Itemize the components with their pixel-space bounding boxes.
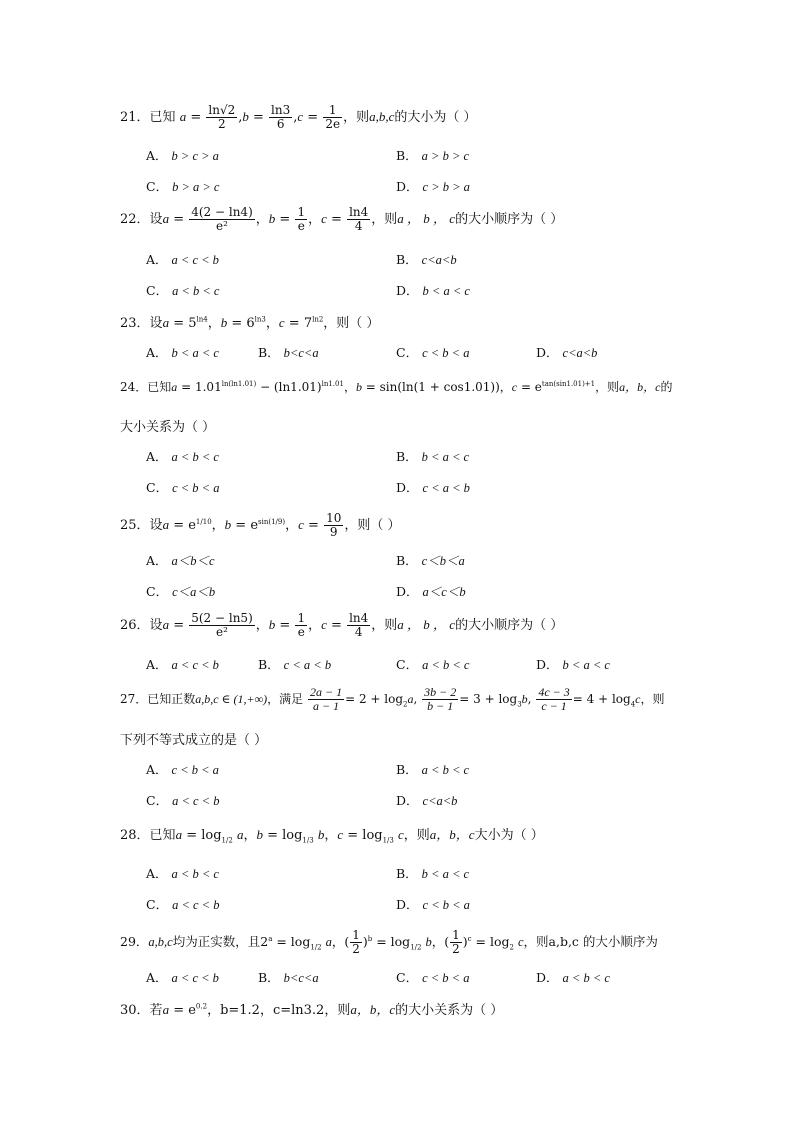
q27-option-b[interactable]: B． a < b < c [396,762,470,777]
q21-option-b[interactable]: B． a > b > c [396,148,470,163]
question-26-stem: 26．设a = $\frac{5(2 - \ln 5)}{\text{e²}}$ ，b = $\frac{1}{e}$ ，c = $\frac{\ln 4}{4}$ ，则a ， b ， c的大小顺序为（ ） [120,611,564,640]
q29-option-b[interactable]: B． b<c<a [258,970,319,985]
q21-option-d[interactable]: D． c > b > a [396,179,470,194]
q28-option-a[interactable]: A． a < b < c [146,866,219,881]
q26-option-d[interactable]: D． b < a < c [536,657,610,672]
q24-option-d[interactable]: D． c < a < b [396,480,470,495]
q25-option-c[interactable]: C． c＜a＜b [146,584,216,599]
q24-option-a[interactable]: A． a < b < c [146,449,219,464]
q22-option-a[interactable]: A． a < c < b [146,252,219,267]
q22-option-c[interactable]: C． a < b < c [146,283,220,298]
question-23-stem: 23．设$a = 5^{ln4}$，$b = 6^{ln3}$，$c = 7^{ln2}$，则（ ） [120,315,380,331]
question-22-stem: 22．设a = $\frac{4(2 - \ln 4)}{\text{e²}}$ ，b = $\frac{1}{e}$ ，c = $\frac{\ln 4}{4}$ ，则a ， b ， c的大小顺序为（ ） [120,205,564,234]
question-21-stem: 21．已知 a = $\frac{\ln√2}{2}$ ,b = $\frac{\ln 3}{6}$ ,c = $\frac{1}{2e}$ ，则a,b,c的大小为（ ） [120,103,477,132]
q21-option-c[interactable]: C． b > a > c [146,179,220,194]
question-24-stem: 24．已知$a = 1.01^{ln(ln1.01)} - (\ln 1.01)^{ln1.01}$，b = sin(ln(1 + cos1.01))，$c = e^{tan(sin1.01)+1}$，则a，b，c的 [120,380,673,394]
q22-option-d[interactable]: D． b < a < c [396,283,470,298]
q23-option-c[interactable]: C． c < b < a [396,345,470,360]
question-30-stem: 30．若$a = e^{0.2}$，b=1.2，c=ln3.2，则a，b，c的大小关系为（ ） [120,1002,504,1018]
q27-option-d[interactable]: D． c<a<b [396,793,458,808]
q26-option-c[interactable]: C． a < b < c [396,657,470,672]
q23-option-a[interactable]: A． b < a < c [146,345,219,360]
q25-option-a[interactable]: A． a＜b＜c [146,553,215,568]
q21-option-a[interactable]: A． b > c > a [146,148,219,163]
question-27-stem: 27．已知正数a,b,c ∈ (1,+∞)，满足 $\frac{2a - 1}{a - 1}$ = $2 + \log_2a$, $\frac{3b - 2}{b - 1}$ = $3 + \log_3b$, $\frac{4c - 3}{c - 1}$ = $4 + \log_4c$，则 [120,685,665,714]
q24-option-c[interactable]: C． c < b < a [146,480,220,495]
q23-option-d[interactable]: D． c<a<b [536,345,598,360]
q28-option-b[interactable]: B． b < a < c [396,866,470,881]
q24-option-b[interactable]: B． b < a < c [396,449,470,464]
q29-option-a[interactable]: A． a < c < b [146,970,219,985]
q27-option-a[interactable]: A． c < b < a [146,762,219,777]
q22-option-b[interactable]: B． c<a<b [396,252,457,267]
q26-option-a[interactable]: A． a < c < b [146,657,219,672]
q28-option-d[interactable]: D． c < b < a [396,897,470,912]
question-25-stem: 25．设$a = e^{1/10}$，$b = e^{sin(1/9)}$，c = $\frac{10}{9}$ ，则（ ） [120,511,401,540]
q25-option-b[interactable]: B． c＜b＜a [396,553,465,568]
q23-option-b[interactable]: B． b<c<a [258,345,319,360]
q28-option-c[interactable]: C． a < c < b [146,897,220,912]
q29-option-c[interactable]: C． c < b < a [396,970,470,985]
q29-option-d[interactable]: D． a < b < c [536,970,610,985]
question-28-stem: 28．已知$a = \log_{1/2} a$，$b = \log_{1/3} b$，$c = \log_{1/3} c$，则a，b，c大小为（ ） [120,827,544,845]
q26-option-b[interactable]: B． c < a < b [258,657,332,672]
q27-option-c[interactable]: C． a < c < b [146,793,220,808]
q25-option-d[interactable]: D． a＜c＜b [396,584,466,599]
question-29-stem: 29．a,b,c均为正实数，且$2^a = \log_{1/2} a$，( $\frac{1}{2}$ )$^b = \log_{1/2} b$，( $\frac{1}{2}$ )$^c = \log_2 c$，则a,b,c 的大小顺序为 [120,928,658,957]
exam-page: 21．已知 a = $\frac{\ln√2}{2}$ ,b = $\frac{\ln 3}{6}$ ,c = $\frac{1}{2e}$ ，则a,b,c的大小为（ ） A． b > c > a B． a > b > c C． b > a > c D． c > b > a 22．设a = $\frac{4(2 - \ln 4)}{\text{e²}}$ ，b = $\frac{1}{e}$ ，c = $\frac{\ln 4}{4}$ ，则a ， b ， c的大小顺序为（ ） A． a < c < b B． c<a<b C． a < b < c D． b < a < c 23．设$a = 5^{ln4}$，$b = 6^{ln3}$，$c = 7^{ln2}$，则（ ） A． b < a < c B． b<c<a C． c < b < a D． c<a<b 24．已知$a = 1.01^{ln(ln1.01)} - (\ln 1.01)^{ln1.01}$，b = sin(ln(1 + cos1.01))，$c = e^{tan(sin1.01)+1}$，则a，b，c的 大小关系为（ ） A． a < b < c B． b < a < c C． c < b < a D． c < a < b 25．设$a = e^{1/10}$，$b = e^{sin(1/9)}$，c = $\frac{10}{9}$ ，则（ ） A． a＜b＜c B． c＜b＜a C． c＜a＜b D． a＜c＜b 26．设a = $\frac{5(2 - \ln 5)}{\text{e²}}$ ，b = $\frac{1}{e}$ ，c = $\frac{\ln 4}{4}$ ，则a ， b ， c的大小顺序为（ ） A． a < c < b B． c < a < b C． a < b < c D． b < a < c 27．已知正数a,b,c ∈ (1,+∞)，满足 $\frac{2a - 1}{a - 1}$ = $2 + \log_2a$, $\frac{3b - 2}{b - 1}$ = $3 + \log_3b$, $\frac{4c - 3}{c - 1}$ = $4 + \log_4c$，则 下列不等式成立的是（ ） A． c < b < a B． a < b < c C． a < c < b D． c<a<b 28．已知$a = \log_{1/2} a$，$b = \log_{1/3} b$，$c = \log_{1/3} c$，则a，b，c大小为（ ） A． a < b < c B． b < a < c C． a < c < b D． c < b < a 29．a,b,c均为正实数，且$2^a = \log_{1/2} a$，( $\frac{1}{2}$ )$^b = \log_{1/2} b$，( $\frac{1}{2}$ )$^c = \log_2 c$，则a,b,c 的大小顺序为 A． a < c < b B． b<c<a C． c < b < a D． a < b < c 30．若$a = e^{0.2}$，b=1.2，c=ln3.2，则a，b，c的大小关系为（ ） [120,103,673,1018]
